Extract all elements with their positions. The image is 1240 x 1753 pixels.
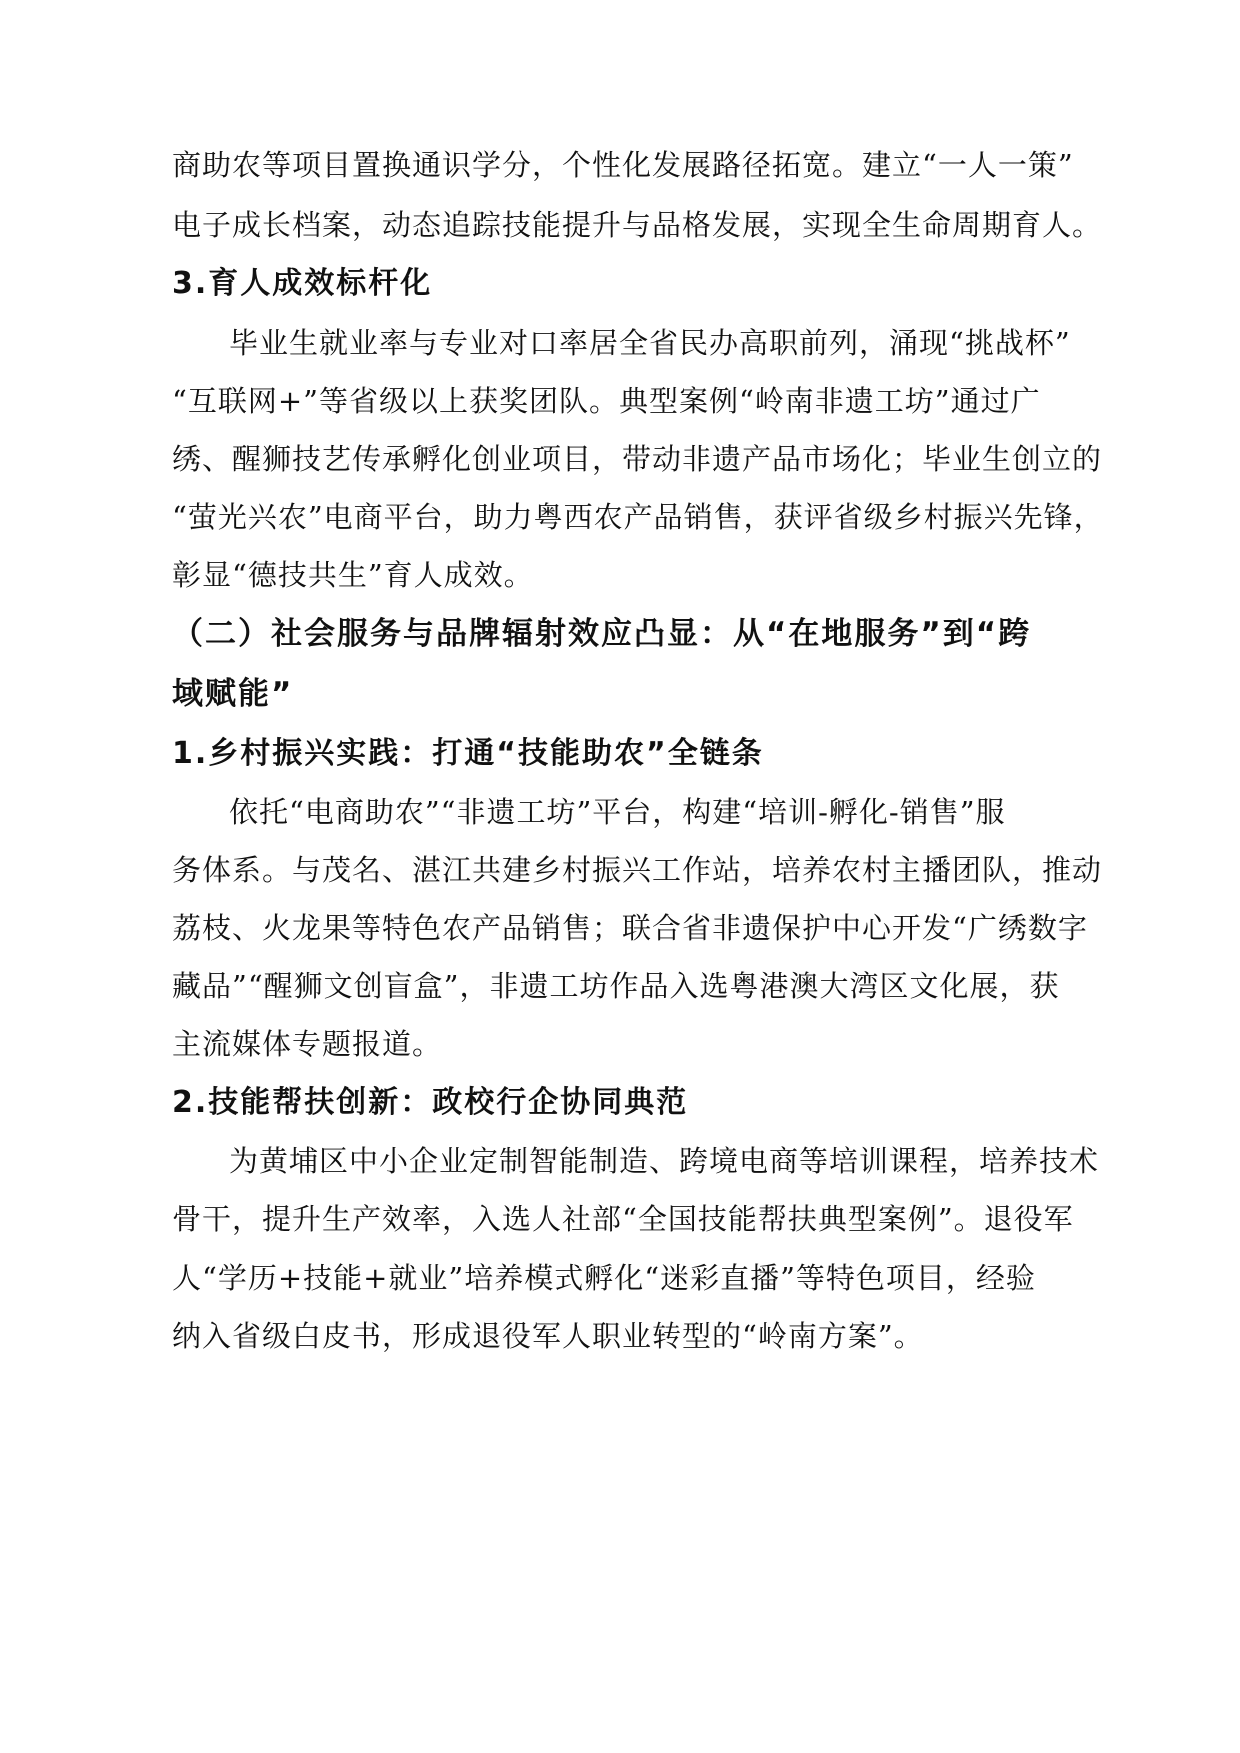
paragraph-line: “互联网+”等省级以上获奖团队。典型案例“岭南非遗工坊”通过广: [172, 384, 1041, 418]
paragraph-line: 依托“电商助农”“非遗工坊”平台，构建“培训-孵化-销售”服: [229, 795, 1006, 829]
paragraph-line: 主流媒体专题报道。: [172, 1027, 443, 1061]
paragraph-line: “萤光兴农”电商平台，助力粤西农产品销售，获评省级乡村振兴先锋，: [172, 500, 1104, 534]
paragraph-line: 电子成长档案，动态追踪技能提升与品格发展，实现全生命周期育人。: [172, 208, 1103, 242]
section-heading-line: 域赋能”: [172, 676, 294, 712]
paragraph-line: 骨干，提升生产效率，入选人社部“全国技能帮扶典型案例”。退役军: [172, 1202, 1074, 1236]
paragraph-line: 藏品”“醒狮文创盲盒”，非遗工坊作品入选粤港澳大湾区文化展，获: [172, 969, 1060, 1003]
paragraph-line: 彰显“德技共生”育人成效。: [172, 558, 534, 592]
paragraph-line: 人“学历+技能+就业”培养模式孵化“迷彩直播”等特色项目，经验: [172, 1261, 1036, 1295]
paragraph-line: 荔枝、火龙果等特色农产品销售；联合省非遗保护中心开发“广绣数字: [172, 911, 1088, 945]
paragraph-line: 商助农等项目置换通识学分，个性化发展路径拓宽。建立“一人一策”: [172, 148, 1074, 182]
paragraph-line: 务体系。与茂名、湛江共建乡村振兴工作站，培养农村主播团队，推动: [172, 853, 1103, 887]
heading-results-benchmark: 3.育人成效标杆化: [172, 266, 433, 301]
paragraph-line: 纳入省级白皮书，形成退役军人职业转型的“岭南方案”。: [172, 1319, 924, 1353]
section-heading-line: （二）社会服务与品牌辐射效应凸显：从“在地服务”到“跨: [172, 616, 1032, 652]
heading-skills-assistance: 2.技能帮扶创新：政校行企协同典范: [172, 1085, 689, 1120]
paragraph-line: 毕业生就业率与专业对口率居全省民办高职前列，涌现“挑战杯”: [229, 326, 1071, 360]
paragraph-line: 绣、醒狮技艺传承孵化创业项目，带动非遗产品市场化；毕业生创立的: [172, 442, 1103, 476]
paragraph-line: 为黄埔区中小企业定制智能制造、跨境电商等培训课程，培养技术: [229, 1144, 1100, 1178]
heading-rural-revitalization: 1.乡村振兴实践：打通“技能助农”全链条: [172, 736, 764, 771]
